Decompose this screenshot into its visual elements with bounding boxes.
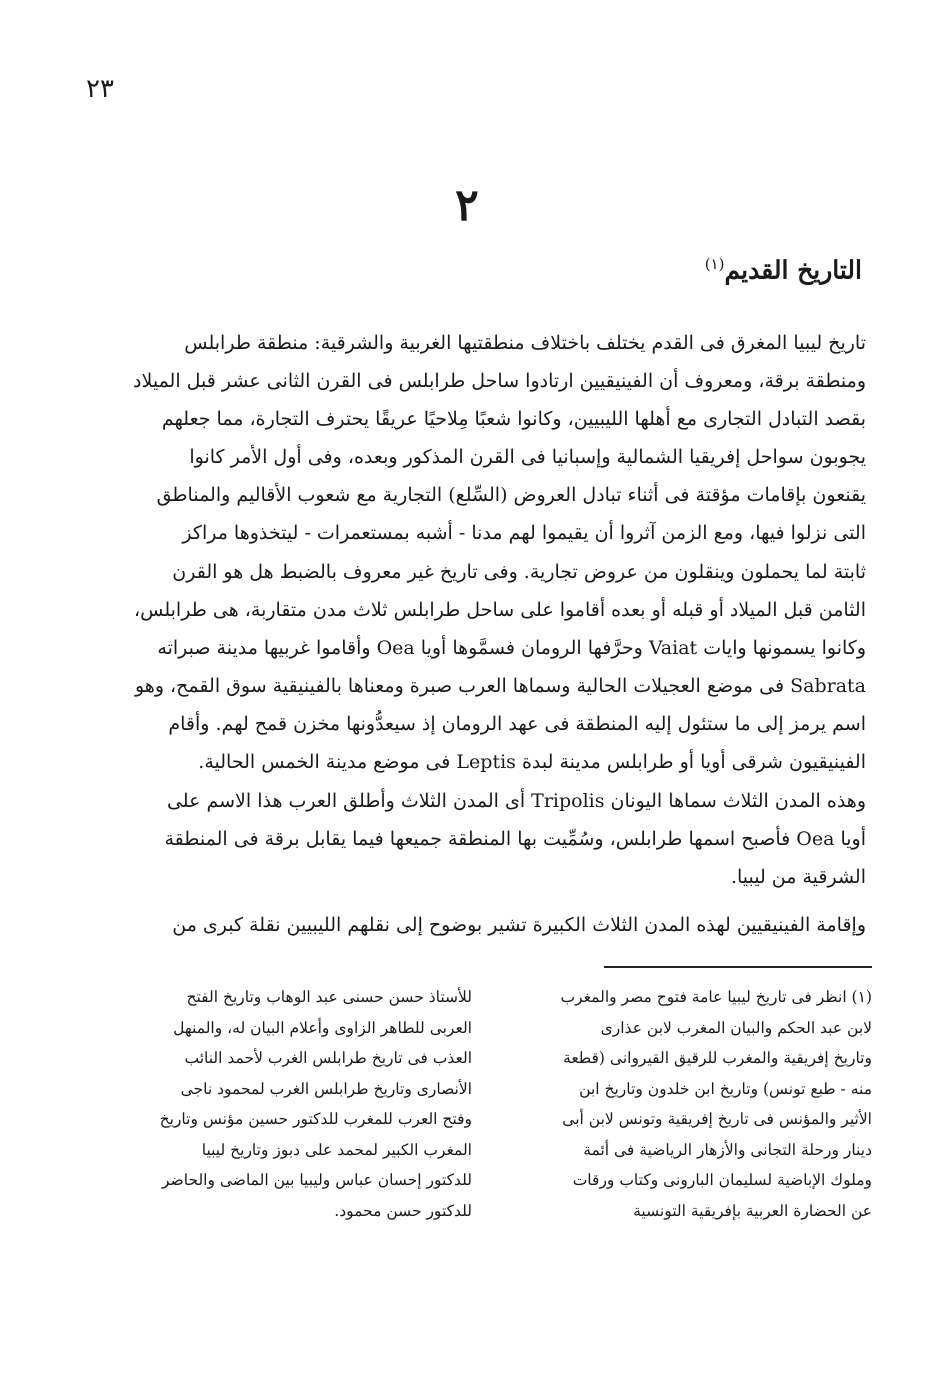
text-line: تاريخ ليبيا المغرق فى القدم يختلف باختلاف منطقتيها الغربية والشرقية: منطقة طرابلس	[184, 332, 866, 354]
footnote-line: دينار ورحلة التجانى والأزهار الرياضية فى أئمة	[583, 1140, 872, 1159]
text-line: بقصد التبادل التجارى مع أهلها الليبيين، وكانوا شعبًا مِلاحيًا عريقًا يحترف التجارة، مما جعلهم	[161, 408, 866, 431]
footnote-line: المغرب الكبير لمحمد على دبوز وتاريخ ليبيا	[201, 1140, 472, 1159]
text-line: الثامن قبل الميلاد أو قبله أو بعده أقاموا على ساحل طرابلس ثلاث مدن متقاربة، هى طرابلس،	[134, 598, 866, 621]
footnote-line: العذب فى تاريخ طرابلس الغرب لأحمد النائب	[184, 1049, 472, 1067]
text-line: التى نزلوا فيها، ومع الزمن آثروا أن يقيموا لهم مدنا - أشبه بمستعمرات - ليتخذوها مراكز	[182, 522, 866, 545]
text-line: أويا Oea فأصبح اسمها طرابلس، وسُمِّيت بها المنطقة جميعها فيما يقابل برقة فى المنطقة	[164, 828, 866, 851]
footnote-line: عن الحضارة العربية بإفريقية التونسية	[633, 1201, 872, 1220]
footnote-ref: (١)	[704, 255, 725, 273]
footnote-column-left	[120, 982, 472, 1226]
section-title-text: التاريخ القديم	[724, 255, 862, 285]
footnote-line: الأثير والمؤنس فى تاريخ إفريقية وتونس لابن أبى	[562, 1110, 872, 1128]
page-number: ٢٣	[86, 74, 114, 104]
footnote-line: منه - طبع تونس) وتاريخ ابن خلدون وتاريخ ابن	[579, 1079, 872, 1098]
paragraph-1	[72, 324, 866, 781]
text-line: الشرقية من ليبيا.	[730, 866, 866, 889]
footnote-line: (١) انظر فى تاريخ ليبيا عامة فتوح مصر والمغرب	[560, 988, 872, 1006]
text-line: ثابتة لما يحملون وينقلون من عروض تجارية. وفى تاريخ غير معروف بالضبط هل هو القرن	[172, 560, 866, 583]
section-title	[705, 255, 862, 284]
footnote-line: للأستاذ حسن حسنى عبد الوهاب وتاريخ الفتح	[186, 988, 472, 1006]
footnote-line: لابن عبد الحكم والبيان المغرب لابن عذارى	[600, 1018, 872, 1037]
footnote-line: العربى للطاهر الزاوى وأعلام البيان له، والمنهل	[173, 1018, 472, 1037]
footnote-divider	[604, 966, 872, 968]
text-line: وإقامة الفينيقيين لهذه المدن الثلاث الكبيرة تشير بوضوح إلى نقلهم الليبيين نقلة كبرى من	[172, 914, 866, 936]
text-line: يقنعون بإقامات مؤقتة فى أثناء تبادل العروض (السِّلع) التجارية مع شعوب الأقاليم والمناطق	[156, 484, 866, 507]
footnote-line: الأنصارى وتاريخ طرابلس الغرب لمحمود ناجى	[180, 1079, 472, 1098]
text-line: وهذه المدن الثلاث سماها اليونان Tripolis أى المدن الثلاث وأطلق العرب هذا الاسم على	[166, 790, 866, 812]
text-line: اسم يرمز إلى ما ستئول إليه المنطقة فى عهد الرومان إذ سيعدُّونها مخزن قمح لهم. وأقام	[168, 712, 866, 735]
footnote-line: للدكتور إحسان عباس وليبيا بين الماضى والحاضر	[162, 1171, 472, 1189]
text-line: يجوبون سواحل إفريقيا الشمالية وإسبانيا فى القرن المذكور وبعده، وفى أول الأمر كانوا	[189, 446, 866, 469]
text-line: وكانوا يسمونها وايات Vaiat وحرَّفها الرومان فسمَّوها أويا Oea وأقاموا غربيها مدينة صبراته	[157, 636, 866, 659]
footnote-line: وملوك الإباضية لسليمان البارونى وكتاب ورقات	[572, 1171, 872, 1189]
footnote-line: وتاريخ إفريقية والمغرب للرقيق القيروانى (قطعة	[563, 1049, 872, 1067]
footnote-column-right	[520, 982, 872, 1226]
text-line: Sabrata فى موضع العجيلات الحالية وسماها العرب صبرة ومعناها بالفينيقية سوق القمح، وهو	[134, 674, 866, 697]
paragraph-2	[72, 782, 866, 896]
text-line: الفينيقيون شرقى أويا أو طرابلس مدينة لبدة Leptis فى موضع مدينة الخمس الحالية.	[198, 751, 866, 774]
footnote-line: للدكتور حسن محمود.	[334, 1201, 472, 1220]
text-line: ومنطقة برقة، ومعروف أن الفينيقيين ارتادوا ساحل طرابلس فى القرن الثانى عشر قبل الميلاد	[133, 370, 866, 393]
paragraph-3	[72, 906, 866, 944]
chapter-number: ٢	[455, 180, 479, 231]
footnote-line: وفتح العرب للمغرب للدكتور حسين مؤنس وتاريخ	[159, 1110, 472, 1128]
